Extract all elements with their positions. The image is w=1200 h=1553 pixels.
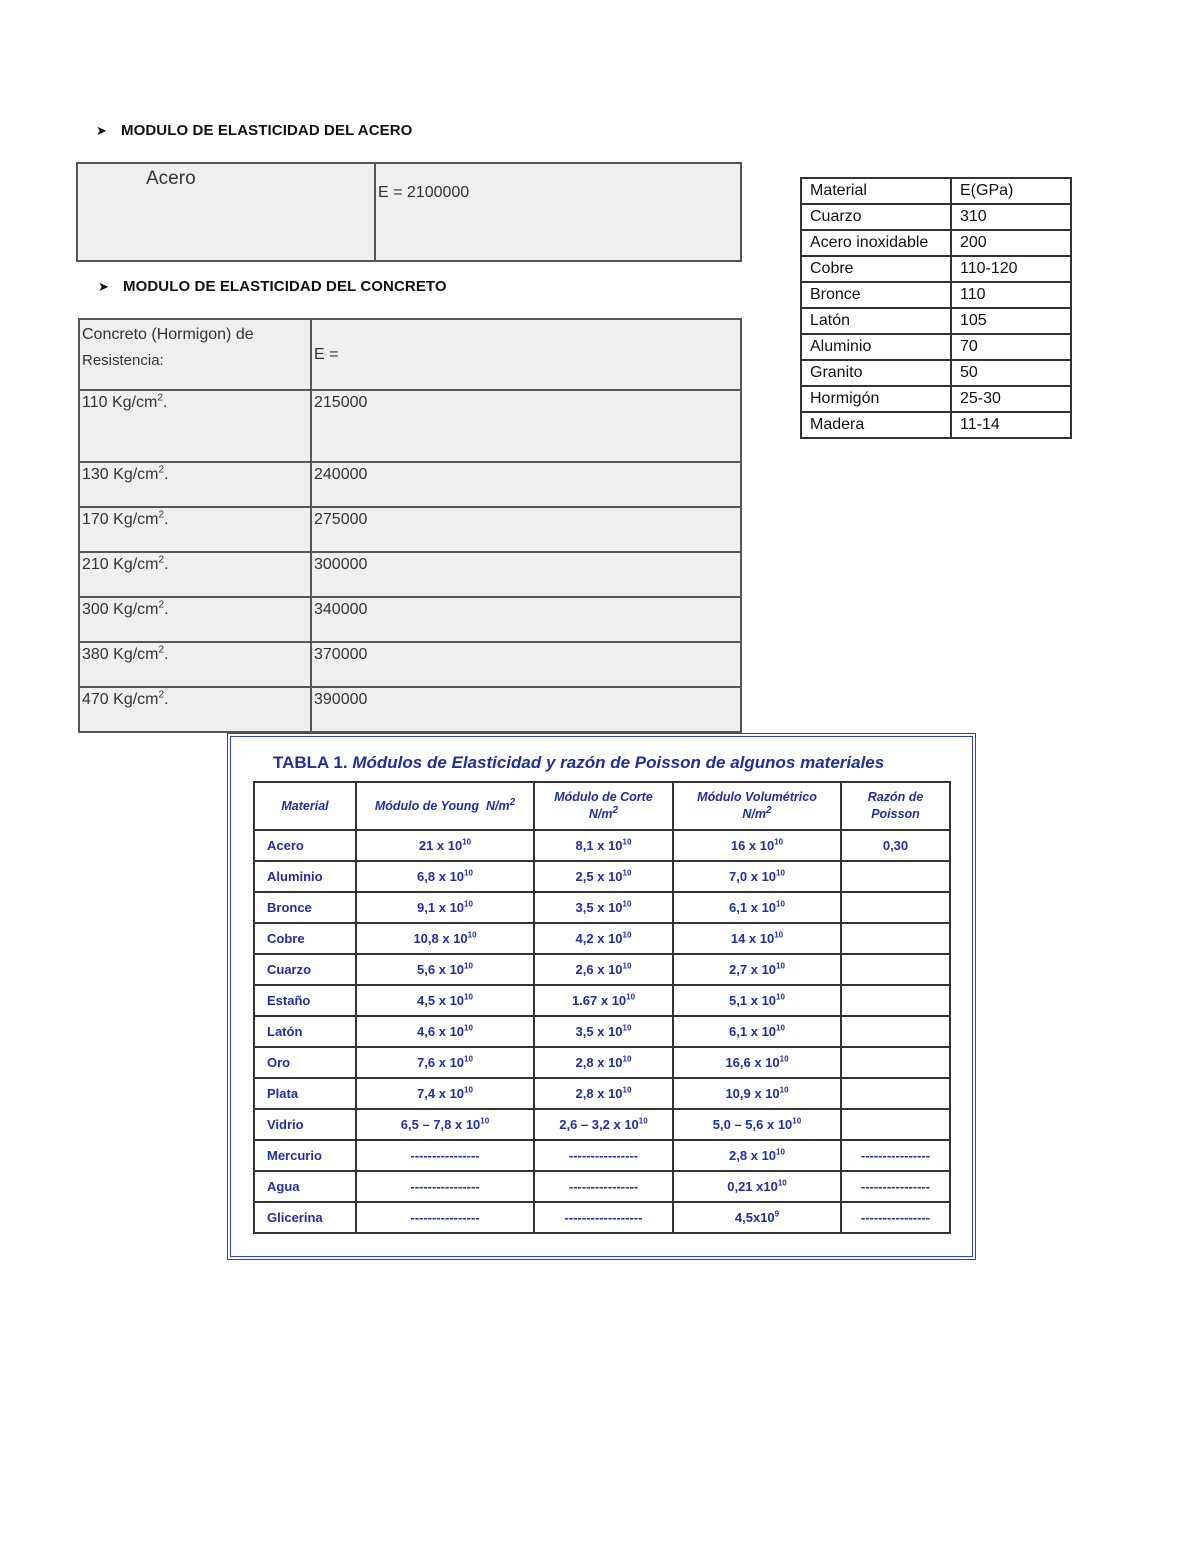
table-row	[801, 386, 1071, 412]
vol-exponent: 10	[776, 1023, 785, 1033]
arrow-bullet-icon: ➤	[96, 122, 107, 138]
tabla1-corte-cell	[534, 1171, 673, 1202]
table-row	[254, 892, 950, 923]
young-exponent: 10	[464, 868, 473, 878]
corte-value: 2,6 x 10	[575, 962, 623, 977]
strength-value: 380	[82, 646, 109, 663]
table-row	[254, 782, 950, 830]
tabla1-material-cell: Cobre	[254, 923, 356, 954]
corte-exponent: 10	[622, 930, 632, 940]
egpa-value-cell: 25-30	[951, 386, 1071, 412]
strength-value: 210	[82, 556, 109, 573]
strength-unit: Kg/cm	[113, 511, 159, 528]
tabla1-young-cell	[356, 1047, 534, 1078]
vol-exponent: 10	[779, 1085, 789, 1095]
poisson-line1: Razón de	[867, 790, 924, 804]
concreto-strength-cell: 470 $Kg/cm^2$.	[79, 687, 311, 732]
young-value: 10,8 x 10	[413, 931, 468, 946]
strength-unit: Kg/cm	[113, 466, 159, 483]
tabla1-young-cell	[356, 954, 534, 985]
vol-value: 0,21 x10	[727, 1179, 778, 1194]
young-value: 5,6 x 10	[417, 962, 465, 977]
arrow-bullet-icon: ➤	[98, 278, 109, 294]
corte-unit-exp: 2	[612, 804, 619, 816]
vol-exponent: 10	[776, 961, 785, 971]
egpa-material-cell: Madera	[801, 412, 951, 438]
tabla1-vol-cell	[673, 1047, 841, 1078]
tabla1-vol-cell	[673, 1202, 841, 1233]
egpa-header-value: E(GPa)	[951, 178, 1071, 204]
table-row	[801, 204, 1071, 230]
tabla1-poisson-cell	[841, 892, 950, 923]
egpa-material-cell: Cobre	[801, 256, 951, 282]
tabla1-vol-cell	[673, 1140, 841, 1171]
vol-exponent: 10	[792, 1116, 802, 1126]
table-row	[801, 178, 1071, 204]
volumetrico-unit: N/m	[742, 807, 767, 821]
table-row	[801, 308, 1071, 334]
strength-unit: Kg/cm	[111, 394, 158, 411]
tabla1-poisson-cell	[841, 923, 950, 954]
tabla1-poisson-cell	[841, 985, 950, 1016]
egpa-value-cell: 310	[951, 204, 1071, 230]
young-exponent: 10	[464, 1023, 473, 1033]
corte-value: 1.67 x 10	[571, 993, 627, 1008]
strength-unit-exp: 2	[158, 464, 165, 476]
tabla1-poisson-cell	[841, 1016, 950, 1047]
tabla1-corte-cell	[534, 861, 673, 892]
tabla1-vol-cell	[673, 1171, 841, 1202]
tabla1-title-prefix: TABLA 1.	[273, 753, 348, 772]
tabla1-material-cell: Bronce	[254, 892, 356, 923]
tabla1-material-cell: Glicerina	[254, 1202, 356, 1233]
young-unit-exp: 2	[509, 796, 516, 808]
young-exponent: 10	[464, 1085, 473, 1095]
strength-unit: Kg/cm	[113, 601, 159, 618]
vol-exponent: 10	[774, 837, 784, 847]
table-row	[254, 830, 950, 861]
young-exponent: 10	[464, 1054, 473, 1064]
strength-unit-exp: 2	[158, 554, 165, 566]
strength-value: 470	[82, 691, 109, 708]
tabla1-vol-cell	[673, 954, 841, 985]
strength-unit-exp: 2	[158, 599, 165, 611]
corte-value: 2,5 x 10	[575, 869, 623, 884]
young-value: 6,8 x 10	[417, 869, 465, 884]
young-exponent: 10	[462, 837, 472, 847]
vol-exponent: 10	[776, 899, 785, 909]
vol-value: 16,6 x 10	[725, 1055, 780, 1070]
corte-exponent: 10	[626, 992, 636, 1002]
tabla1-title-rest: Módulos de Elasticidad y razón de Poisson de algunos materiales	[352, 753, 885, 772]
corte-value: 4,2 x 10	[575, 931, 623, 946]
heading-concreto	[98, 278, 447, 295]
corte-value: ------------------	[564, 1210, 643, 1225]
concreto-strength-cell: 210 $Kg/cm^2$.	[79, 552, 311, 597]
table-row	[254, 954, 950, 985]
strength-unit-exp: 2	[158, 509, 165, 521]
tabla1-vol-cell	[673, 1016, 841, 1047]
tabla1-poisson-cell: 0,30	[841, 830, 950, 861]
corte-value: 3,5 x 10	[575, 900, 623, 915]
egpa-value-cell: 50	[951, 360, 1071, 386]
table-row	[801, 412, 1071, 438]
strength-value: 170	[82, 511, 109, 528]
corte-exponent: 10	[622, 1054, 632, 1064]
tabla1-young-cell	[356, 1202, 534, 1233]
tabla1-young-cell	[356, 830, 534, 861]
vol-value: 16 x 10	[730, 838, 775, 853]
egpa-value-cell: 11-14	[951, 412, 1071, 438]
tabla1-corte-cell	[534, 1016, 673, 1047]
vol-exponent: 10	[779, 1054, 789, 1064]
vol-value: 2,7 x 10	[729, 962, 777, 977]
strength-value: 300	[82, 601, 109, 618]
young-value: 21 x 10	[418, 838, 463, 853]
strength-unit-exp: 2	[158, 644, 165, 656]
corte-exponent: 10	[622, 1085, 632, 1095]
young-value: 6,5 – 7,8 x 10	[400, 1117, 481, 1132]
table-row	[79, 552, 741, 597]
vol-value: 5,1 x 10	[729, 993, 777, 1008]
vol-exponent: 9	[774, 1209, 780, 1219]
corte-value: ----------------	[568, 1148, 639, 1163]
table-row	[801, 230, 1071, 256]
vol-exponent: 10	[774, 930, 784, 940]
table-row	[801, 334, 1071, 360]
vol-exponent: 10	[776, 868, 785, 878]
volumetrico-unit-exp: 2	[766, 804, 772, 816]
table-row	[801, 360, 1071, 386]
concreto-value-cell: 390000	[311, 687, 741, 732]
young-exponent: 10	[467, 930, 477, 940]
vol-value: 6,1 x 10	[729, 900, 777, 915]
tabla1-corte-cell	[534, 830, 673, 861]
egpa-value-cell: 105	[951, 308, 1071, 334]
tabla1-corte-cell	[534, 1047, 673, 1078]
concreto-value-cell: 340000	[311, 597, 741, 642]
tabla1-corte-cell	[534, 985, 673, 1016]
tabla1-poisson-cell	[841, 1078, 950, 1109]
corte-value: 2,8 x 10	[575, 1055, 623, 1070]
tabla1-young-cell	[356, 1078, 534, 1109]
vol-value: 4,5x10	[734, 1210, 775, 1225]
concreto-strength-cell: 300 $Kg/cm^2$.	[79, 597, 311, 642]
tabla1-header-corte	[534, 782, 673, 830]
strength-unit-exp: 2	[157, 392, 163, 404]
table-row	[254, 1109, 950, 1140]
concreto-header-line2: Resistencia:	[82, 352, 164, 369]
vol-value: 2,8 x 10	[729, 1148, 777, 1163]
tabla1-poisson-cell: ----------------	[841, 1140, 950, 1171]
egpa-value-cell: 110-120	[951, 256, 1071, 282]
table-row	[77, 163, 741, 261]
tabla1-material-cell: Aluminio	[254, 861, 356, 892]
tabla1-young-cell	[356, 1171, 534, 1202]
heading-concreto-text: MODULO DE ELASTICIDAD DEL CONCRETO	[123, 278, 447, 295]
corte-value: 3,5 x 10	[575, 1024, 623, 1039]
table-row	[254, 1202, 950, 1233]
tabla1-vol-cell	[673, 861, 841, 892]
tabla1-poisson-cell: ----------------	[841, 1171, 950, 1202]
young-value: ----------------	[410, 1210, 480, 1225]
tabla1-corte-cell	[534, 954, 673, 985]
table-row	[254, 985, 950, 1016]
acero-material-cell: Acero	[77, 163, 375, 261]
concreto-strength-cell: 110 $Kg/cm^2$.	[79, 390, 311, 462]
strength-unit-exp: 2	[158, 689, 165, 701]
table-row	[254, 1078, 950, 1109]
corte-unit: N/m	[588, 807, 613, 821]
concreto-value-cell: 240000	[311, 462, 741, 507]
tabla1-material-cell: Mercurio	[254, 1140, 356, 1171]
egpa-value-cell: 200	[951, 230, 1071, 256]
concreto-value-cell: 215000	[311, 390, 741, 462]
tabla1-table	[253, 781, 951, 1234]
egpa-material-cell: Hormigón	[801, 386, 951, 412]
heading-acero	[96, 122, 412, 139]
tabla1-frame	[227, 733, 976, 1260]
strength-unit: Kg/cm	[113, 691, 159, 708]
corte-value: 8,1 x 10	[575, 838, 623, 853]
tabla1-poisson-cell	[841, 954, 950, 985]
volumetrico-label: Módulo Volumétrico	[697, 790, 817, 804]
acero-value-cell: E = 2100000	[375, 163, 741, 261]
young-value: 7,6 x 10	[417, 1055, 465, 1070]
tabla1-material-cell: Vidrio	[254, 1109, 356, 1140]
tabla1-vol-cell	[673, 985, 841, 1016]
concreto-value-cell: 300000	[311, 552, 741, 597]
tabla1-vol-cell	[673, 1078, 841, 1109]
egpa-material-cell: Granito	[801, 360, 951, 386]
young-value: 4,6 x 10	[417, 1024, 465, 1039]
tabla1-young-cell	[356, 1109, 534, 1140]
concreto-header-value: E =	[311, 319, 741, 390]
young-exponent: 10	[464, 899, 473, 909]
tabla1-corte-cell	[534, 1202, 673, 1233]
tabla1-header-young	[356, 782, 534, 830]
tabla1-material-cell: Oro	[254, 1047, 356, 1078]
table-row	[79, 597, 741, 642]
concreto-header-label	[79, 319, 311, 390]
concreto-strength-cell: 380 $Kg/cm^2$.	[79, 642, 311, 687]
tabla1-young-cell	[356, 892, 534, 923]
vol-value: 7,0 x 10	[729, 869, 777, 884]
tabla1-corte-cell	[534, 1109, 673, 1140]
young-value: ----------------	[410, 1179, 480, 1194]
strength-unit: Kg/cm	[113, 556, 159, 573]
corte-value: ----------------	[568, 1179, 639, 1194]
concreto-header-line1: Concreto (Hormigon) de	[82, 326, 254, 343]
strength-value: 110	[82, 394, 108, 411]
table-row	[801, 256, 1071, 282]
young-value: 9,1 x 10	[417, 900, 465, 915]
tabla1-poisson-cell	[841, 1047, 950, 1078]
table-row	[254, 1016, 950, 1047]
tabla1-young-cell	[356, 1016, 534, 1047]
strength-unit: Kg/cm	[113, 646, 159, 663]
corte-exponent: 10	[622, 961, 632, 971]
tabla1-corte-cell	[534, 1078, 673, 1109]
corte-exponent: 10	[622, 899, 632, 909]
tabla1-corte-cell	[534, 1140, 673, 1171]
egpa-value-cell: 70	[951, 334, 1071, 360]
tabla1-header-material: Material	[254, 782, 356, 830]
corte-value: 2,6 – 3,2 x 10	[559, 1117, 639, 1132]
concreto-strength-cell: 170 $Kg/cm^2$.	[79, 507, 311, 552]
table-row	[254, 861, 950, 892]
tabla1-material-cell: Agua	[254, 1171, 356, 1202]
tabla1-corte-cell	[534, 892, 673, 923]
vol-exponent: 10	[776, 1147, 785, 1157]
tabla1-material-cell: Cuarzo	[254, 954, 356, 985]
table-row	[79, 687, 741, 732]
tabla1-poisson-cell	[841, 1109, 950, 1140]
young-value: ----------------	[410, 1148, 480, 1163]
egpa-value-cell: 110	[951, 282, 1071, 308]
table-row	[254, 1140, 950, 1171]
tabla1-poisson-cell: ----------------	[841, 1202, 950, 1233]
corte-exponent: 10	[622, 837, 632, 847]
vol-value: 6,1 x 10	[729, 1024, 777, 1039]
vol-exponent: 10	[776, 992, 785, 1002]
young-exponent: 10	[464, 992, 473, 1002]
corte-value: 2,8 x 10	[575, 1086, 623, 1101]
concreto-value-cell: 275000	[311, 507, 741, 552]
poisson-line2: Poisson	[871, 807, 920, 821]
table-row	[79, 642, 741, 687]
tabla1-material-cell: Plata	[254, 1078, 356, 1109]
tabla1-material-cell: Acero	[254, 830, 356, 861]
concreto-value-cell: 370000	[311, 642, 741, 687]
acero-table	[76, 162, 742, 262]
table-row	[254, 1171, 950, 1202]
table-row	[79, 462, 741, 507]
table-row	[254, 1047, 950, 1078]
egpa-header-material: Material	[801, 178, 951, 204]
table-row	[801, 282, 1071, 308]
corte-exponent: 10	[622, 1023, 632, 1033]
table-row	[254, 923, 950, 954]
tabla1-material-cell: Latón	[254, 1016, 356, 1047]
vol-value: 5,0 – 5,6 x 10	[712, 1117, 793, 1132]
tabla1-vol-cell	[673, 923, 841, 954]
tabla1-vol-cell	[673, 830, 841, 861]
tabla1-poisson-cell	[841, 861, 950, 892]
egpa-material-cell: Bronce	[801, 282, 951, 308]
tabla1-title	[273, 753, 884, 773]
egpa-material-cell: Cuarzo	[801, 204, 951, 230]
young-value: 7,4 x 10	[417, 1086, 465, 1101]
tabla1-young-cell	[356, 1140, 534, 1171]
young-label: Módulo de Young	[374, 798, 479, 813]
vol-value: 14 x 10	[730, 931, 775, 946]
table-row	[79, 507, 741, 552]
corte-exponent: 10	[638, 1116, 648, 1126]
egpa-material-cell: Latón	[801, 308, 951, 334]
tabla1-header-volumetrico	[673, 782, 841, 830]
corte-label: Módulo de Corte	[554, 790, 653, 804]
tabla1-vol-cell	[673, 1109, 841, 1140]
young-unit: N/m	[485, 798, 510, 813]
tabla1-young-cell	[356, 985, 534, 1016]
corte-exponent: 10	[622, 868, 632, 878]
tabla1-young-cell	[356, 861, 534, 892]
concreto-strength-cell: 130 $Kg/cm^2$.	[79, 462, 311, 507]
young-exponent: 10	[480, 1116, 490, 1126]
tabla1-material-cell: Estaño	[254, 985, 356, 1016]
concreto-table	[78, 318, 742, 733]
table-row	[79, 319, 741, 390]
tabla1-header-poisson	[841, 782, 950, 830]
strength-value: 130	[82, 466, 109, 483]
tabla1-corte-cell	[534, 923, 673, 954]
egpa-table	[800, 177, 1072, 439]
young-exponent: 10	[464, 961, 473, 971]
tabla1-young-cell	[356, 923, 534, 954]
vol-value: 10,9 x 10	[725, 1086, 780, 1101]
egpa-material-cell: Aluminio	[801, 334, 951, 360]
egpa-material-cell: Acero inoxidable	[801, 230, 951, 256]
table-row	[79, 390, 741, 462]
heading-acero-text: MODULO DE ELASTICIDAD DEL ACERO	[121, 122, 413, 139]
tabla1-vol-cell	[673, 892, 841, 923]
vol-exponent: 10	[777, 1178, 787, 1188]
young-value: 4,5 x 10	[417, 993, 465, 1008]
